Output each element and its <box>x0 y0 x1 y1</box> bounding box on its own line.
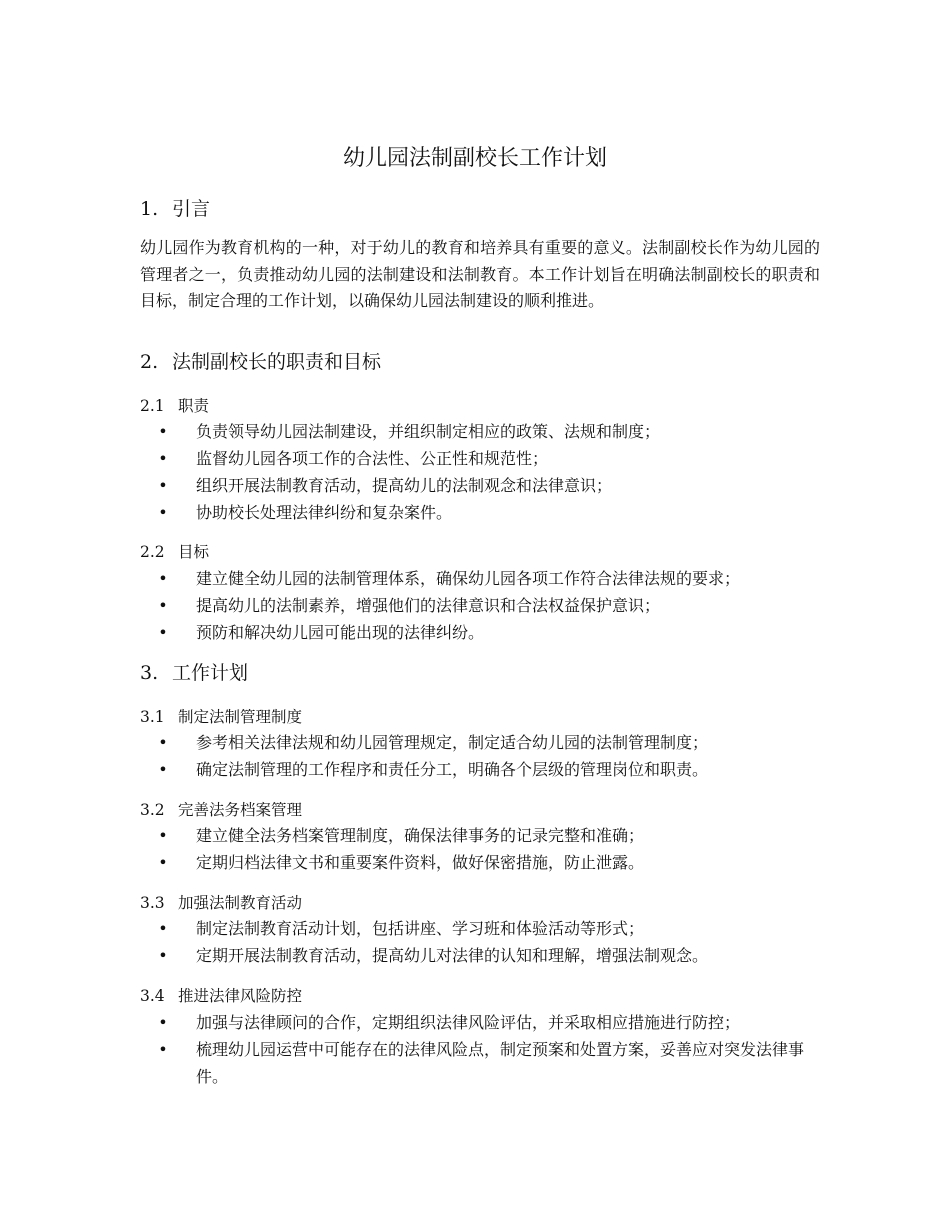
section-title: 工作计划 <box>172 662 249 684</box>
list-item <box>140 729 830 756</box>
list-item <box>140 756 830 783</box>
management-system-list <box>140 729 830 783</box>
list-item <box>140 472 830 499</box>
introduction-paragraph: 幼儿园作为教育机构的一种，对于幼儿的教育和培养具有重要的意义。法制副校长作为幼儿园的管理者之一，负责推动幼儿园的法制建设和法制教育。本工作计划旨在明确法制副校长的职责和目标，制定合理的工作计划，以确保幼儿园法制建设的顺利推进。 <box>140 238 820 310</box>
list-item-text: 建立健全幼儿园的法制管理体系，确保幼儿园各项工作符合法律法规的要求； <box>196 569 741 588</box>
bullet-icon: • <box>158 919 168 938</box>
subsection-heading-risk-control <box>140 984 302 1008</box>
subsection-heading-archive-management <box>140 798 302 822</box>
duties-list <box>140 418 830 526</box>
subsection-title: 完善法务档案管理 <box>178 801 303 819</box>
bullet-icon: • <box>158 569 168 588</box>
bullet-icon: • <box>158 449 168 468</box>
list-item-text: 梳理幼儿园运营中可能存在的法律风险点，制定预案和处置方案，妥善应对突发法律事件。 <box>196 1040 805 1086</box>
list-item-text: 确定法制管理的工作程序和责任分工，明确各个层级的管理岗位和职责。 <box>196 760 709 779</box>
subsection-title: 加强法制教育活动 <box>178 894 303 912</box>
list-item <box>140 619 830 646</box>
list-item <box>140 849 830 876</box>
subsection-heading-duties <box>140 394 209 418</box>
risk-control-list <box>140 1009 820 1090</box>
list-item-text: 加强与法律顾问的合作，定期组织法律风险评估，并采取相应措施进行防控； <box>196 1013 741 1032</box>
subsection-number: 3.2 <box>140 801 165 819</box>
section-number: 1. <box>140 198 159 220</box>
bullet-icon: • <box>158 826 168 845</box>
bullet-icon: • <box>158 760 168 779</box>
section-heading-work-plan <box>140 659 248 687</box>
list-item <box>140 915 830 942</box>
section-number: 3. <box>140 662 159 684</box>
list-item <box>140 445 830 472</box>
list-item-text: 参考相关法律法规和幼儿园管理规定，制定适合幼儿园的法制管理制度； <box>196 733 709 752</box>
bullet-icon: • <box>158 422 168 441</box>
section-title: 引言 <box>172 198 211 220</box>
subsection-title: 推进法律风险防控 <box>178 987 303 1005</box>
list-item <box>140 592 830 619</box>
bullet-icon: • <box>158 596 168 615</box>
document-title: 幼儿园法制副校长工作计划 <box>342 146 607 171</box>
bullet-icon: • <box>158 1013 168 1032</box>
archive-management-list <box>140 822 830 876</box>
bullet-icon: • <box>158 503 168 522</box>
list-item <box>140 499 830 526</box>
bullet-icon: • <box>158 946 168 965</box>
list-item-text: 建立健全法务档案管理制度，确保法律事务的记录完整和准确； <box>196 826 645 845</box>
bullet-icon: • <box>158 476 168 495</box>
list-item <box>140 418 830 445</box>
list-item-text: 制定法制教育活动计划，包括讲座、学习班和体验活动等形式； <box>196 919 645 938</box>
subsection-number: 3.4 <box>140 987 165 1005</box>
subsection-number: 3.3 <box>140 894 165 912</box>
list-item <box>140 1036 820 1090</box>
bullet-icon: • <box>158 1040 168 1059</box>
list-item-text: 提高幼儿的法制素养，增强他们的法律意识和合法权益保护意识； <box>196 596 661 615</box>
list-item-text: 定期开展法制教育活动，提高幼儿对法律的认知和理解，增强法制观念。 <box>196 946 709 965</box>
list-item <box>140 942 830 969</box>
list-item-text: 组织开展法制教育活动，提高幼儿的法制观念和法律意识； <box>196 476 613 495</box>
list-item-text: 定期归档法律文书和重要案件资料，做好保密措施，防止泄露。 <box>196 853 645 872</box>
subsection-title: 职责 <box>178 397 210 415</box>
list-item-text: 负责领导幼儿园法制建设，并组织制定相应的政策、法规和制度； <box>196 422 661 441</box>
subsection-number: 2.1 <box>140 397 165 415</box>
list-item <box>140 822 830 849</box>
subsection-number: 3.1 <box>140 708 165 726</box>
section-number: 2. <box>140 351 159 373</box>
subsection-heading-education-activities <box>140 891 302 915</box>
list-item-text: 协助校长处理法律纠纷和复杂案件。 <box>196 503 453 522</box>
education-activities-list <box>140 915 830 969</box>
bullet-icon: • <box>158 623 168 642</box>
subsection-heading-management-system <box>140 705 302 729</box>
subsection-title: 制定法制管理制度 <box>178 708 303 726</box>
section-heading-duties-goals <box>140 348 381 376</box>
section-title: 法制副校长的职责和目标 <box>172 351 382 373</box>
list-item-text: 预防和解决幼儿园可能出现的法律纠纷。 <box>196 623 485 642</box>
bullet-icon: • <box>158 853 168 872</box>
subsection-heading-goals <box>140 540 209 564</box>
subsection-number: 2.2 <box>140 543 165 561</box>
bullet-icon: • <box>158 733 168 752</box>
list-item-text: 监督幼儿园各项工作的合法性、公正性和规范性； <box>196 449 549 468</box>
list-item <box>140 565 830 592</box>
goals-list <box>140 565 830 646</box>
subsection-title: 目标 <box>178 543 210 561</box>
section-heading-introduction <box>140 195 210 223</box>
list-item <box>140 1009 820 1036</box>
